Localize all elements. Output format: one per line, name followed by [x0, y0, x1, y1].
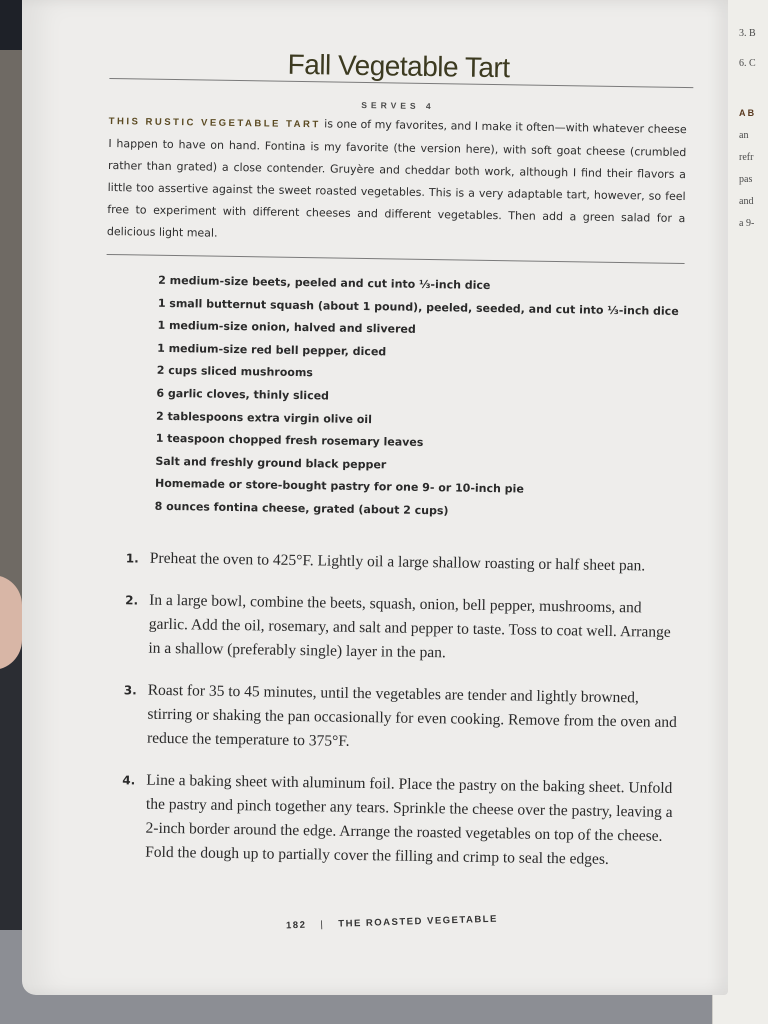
page-number: 182	[285, 919, 307, 932]
ingredient-list	[102, 269, 684, 527]
ingredient-item: 2 tablespoons extra virgin olive oil	[156, 409, 373, 426]
step-text: In a large bowl, combine the beets, squash, onion, bell pepper, mushrooms, and garlic. Add the oil, rosemary, and salt and pepper to taste. Toss to coat well. Arrange in a shallow (preferably single) layer in the pan.	[148, 591, 671, 661]
step-text: Roast for 35 to 45 minutes, until the vegetables are tender and lightly browned, stirring or shaking the pan occasionally for even cooking. Remove from the oven and reduce the temperature to 375°F.	[146, 681, 677, 750]
footer-separator: |	[320, 919, 325, 931]
recipe-title	[109, 46, 687, 87]
next-page-fragment: an	[739, 130, 749, 141]
step-number: 3.	[123, 682, 137, 698]
next-page-fragment: 3. B	[739, 28, 756, 39]
recipe-title-text: Fall Vegetable Tart	[283, 49, 513, 84]
next-page-fragment: 6. C	[739, 58, 756, 69]
step-text: Line a baking sheet with aluminum foil. Place the pastry on the baking sheet. Unfold the pastry and pinch together any tears. Sprinkle the cheese over the pastry, leaving a 2-inch border around the edge. Arrange the roasted vegetables on top of the cheese. Fold the dough up to partially cover the filling and crimp to seal the edges.	[145, 771, 673, 868]
step-number: 1.	[125, 550, 139, 566]
step-number: 4.	[122, 772, 136, 788]
recipe	[97, 40, 688, 891]
recipe-intro	[107, 110, 687, 252]
ingredient-item: 1 medium-size onion, halved and slivered	[157, 318, 416, 337]
ingredient-item: 1 small butternut squash (about 1 pound), peeled, seeded, and cut into ⅓-inch dice	[157, 296, 679, 318]
ingredient-item: 2 cups sliced mushrooms	[156, 364, 313, 380]
ingredient-item: Salt and freshly ground black pepper	[155, 454, 387, 472]
serves-label: SERVES 4	[361, 99, 435, 112]
step-item	[102, 545, 680, 578]
step-text: Preheat the oven to 425°F. Lightly oil a large shallow roasting or half sheet pan.	[149, 549, 646, 575]
next-page-fragment: pas	[739, 174, 753, 185]
divider	[107, 254, 685, 264]
intro-lead: THIS RUSTIC VEGETABLE TART	[108, 115, 321, 131]
step-item	[99, 677, 678, 758]
book-page	[22, 0, 728, 995]
ingredient-item: 6 garlic cloves, thinly sliced	[156, 386, 330, 403]
ingredient-item: 1 medium-size red bell pepper, diced	[157, 341, 387, 359]
book-title: THE ROASTED VEGETABLE	[338, 913, 499, 930]
ingredient-item: 8 ounces fontina cheese, grated (about 2 cups)	[154, 499, 449, 518]
ingredient-item: 2 medium-size beets, peeled and cut into ⅓-inch dice	[158, 273, 491, 293]
intro-text: is one of my favorites, and I make it often—with whatever cheese I happen to have on hand. Fontina is my favorite (the version here), with soft goat cheese (crumbled rather than grated) a close contender. Gruyère and cheddar both work, although I find their flavors a little too assertive against the sweet roasted vegetables. This is a very adaptable tart, however, so feel free to experiment with different cheeses and different vegetables. Then add a green salad for a delicious light meal.	[106, 117, 687, 240]
next-page-fragment: a 9-	[739, 218, 755, 229]
step-number: 2.	[125, 592, 139, 608]
step-item	[97, 767, 676, 872]
ingredient-item: 1 teaspoon chopped fresh rosemary leaves	[155, 431, 424, 450]
next-page-fragment: A B	[739, 108, 755, 118]
step-item	[100, 587, 679, 668]
ingredient-item: Homemade or store-bought pastry for one 9- or 10-inch pie	[154, 477, 524, 496]
next-page-fragment: and	[739, 196, 754, 207]
title-row	[109, 40, 688, 103]
next-page-fragment: refr	[739, 152, 754, 163]
step-list	[97, 545, 680, 872]
